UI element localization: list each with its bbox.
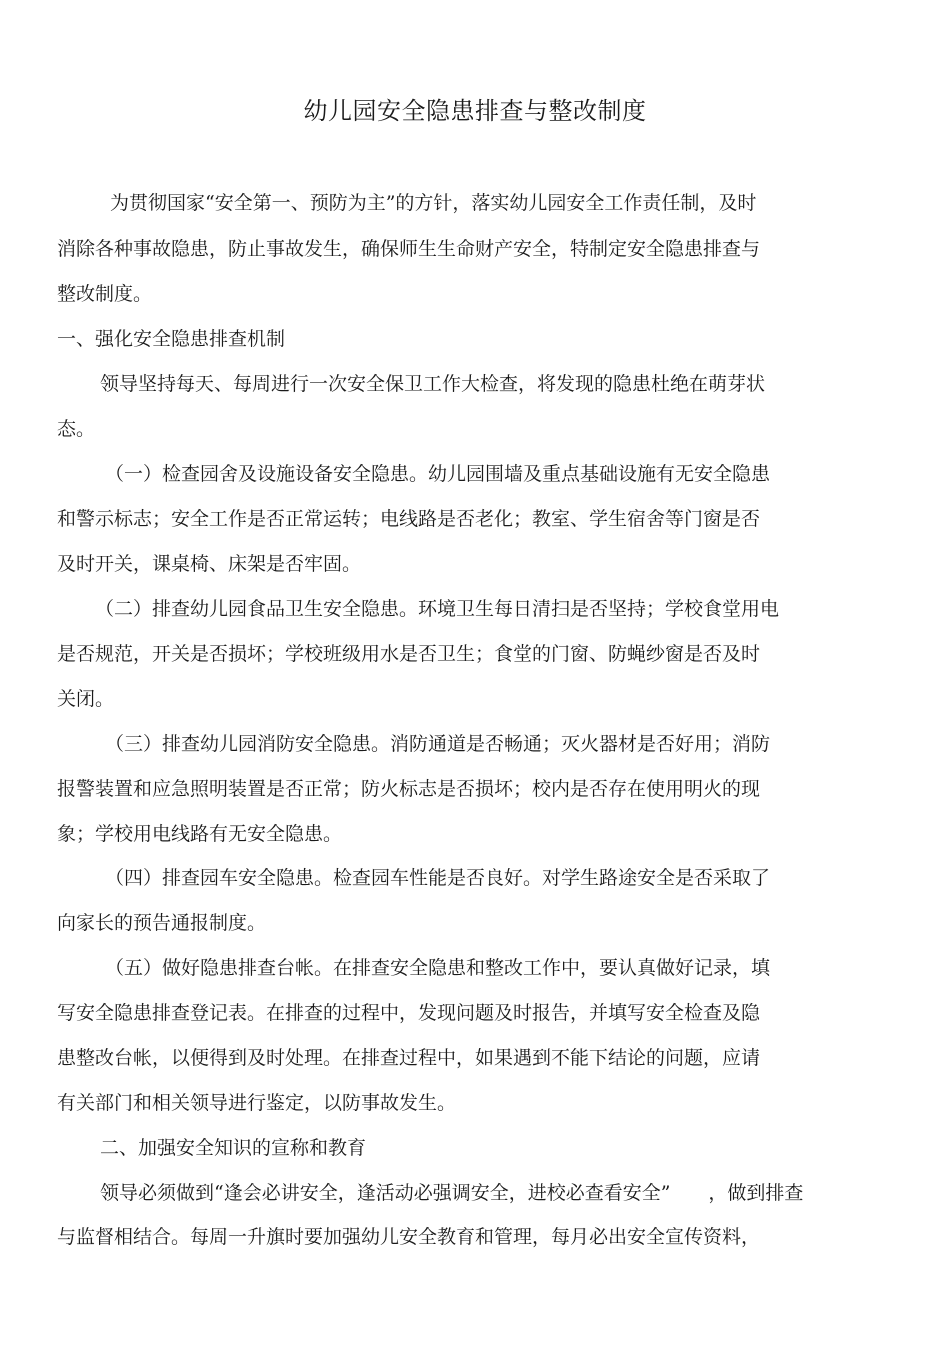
body-line: 和警示标志；安全工作是否正常运转；电线路是否老化；教室、学生宿舍等门窗是否 (57, 508, 761, 530)
body-line: （四）排查园车安全隐患。检查园车性能是否良好。对学生路途安全是否采取了 (105, 867, 771, 889)
section-heading: 二、加强安全知识的宣称和教育 (100, 1137, 367, 1159)
body-line: 象；学校用电线路有无安全隐患。 (57, 823, 343, 845)
body-line: （三）排查幼儿园消防安全隐患。消防通道是否畅通；灭火器材是否好用；消防 (105, 733, 771, 755)
body-line: 整改制度。 (57, 283, 153, 305)
document-title: 幼儿园安全隐患排查与整改制度 (303, 97, 647, 125)
section-heading: 一、强化安全隐患排查机制 (57, 328, 286, 350)
body-line: 领导必须做到“逢会必讲安全，逢活动必强调安全，进校必查看安全” ，做到排查 (100, 1182, 804, 1204)
body-line: （五）做好隐患排查台帐。在排查安全隐患和整改工作中，要认真做好记录，填 (105, 957, 771, 979)
body-line: 写安全隐患排查登记表。在排查的过程中，发现问题及时报告，并填写安全检查及隐 (57, 1002, 761, 1024)
body-line: 与监督相结合。每周一升旗时要加强幼儿安全教育和管理，每月必出安全宣传资料， (57, 1226, 761, 1248)
body-line: 患整改台帐，以便得到及时处理。在排查过程中，如果遇到不能下结论的问题，应请 (57, 1047, 761, 1069)
body-line: （一）检查园舍及设施设备安全隐患。幼儿园围墙及重点基础设施有无安全隐患 (105, 463, 771, 485)
body-line: 消除各种事故隐患，防止事故发生，确保师生生命财产安全，特制定安全隐患排查与 (57, 238, 761, 260)
body-line: 及时开关，课桌椅、床架是否牢固。 (57, 553, 362, 575)
body-line: （二）排查幼儿园食品卫生安全隐患。环境卫生每日清扫是否坚持；学校食堂用电 (95, 598, 780, 620)
body-line: 领导坚持每天、每周进行一次安全保卫工作大检查，将发现的隐患杜绝在萌芽状 (100, 373, 766, 395)
body-line: 向家长的预告通报制度。 (57, 912, 267, 934)
body-line: 为贯彻国家“安全第一、预防为主”的方针，落实幼儿园安全工作责任制，及时 (110, 192, 757, 214)
body-line: 报警装置和应急照明装置是否正常；防火标志是否损坏；校内是否存在使用明火的现 (57, 778, 761, 800)
body-line: 有关部门和相关领导进行鉴定，以防事故发生。 (57, 1092, 457, 1114)
body-line: 关闭。 (57, 688, 115, 710)
body-line: 是否规范，开关是否损坏；学校班级用水是否卫生；食堂的门窗、防蝇纱窗是否及时 (57, 643, 761, 665)
body-line: 态。 (57, 418, 96, 440)
